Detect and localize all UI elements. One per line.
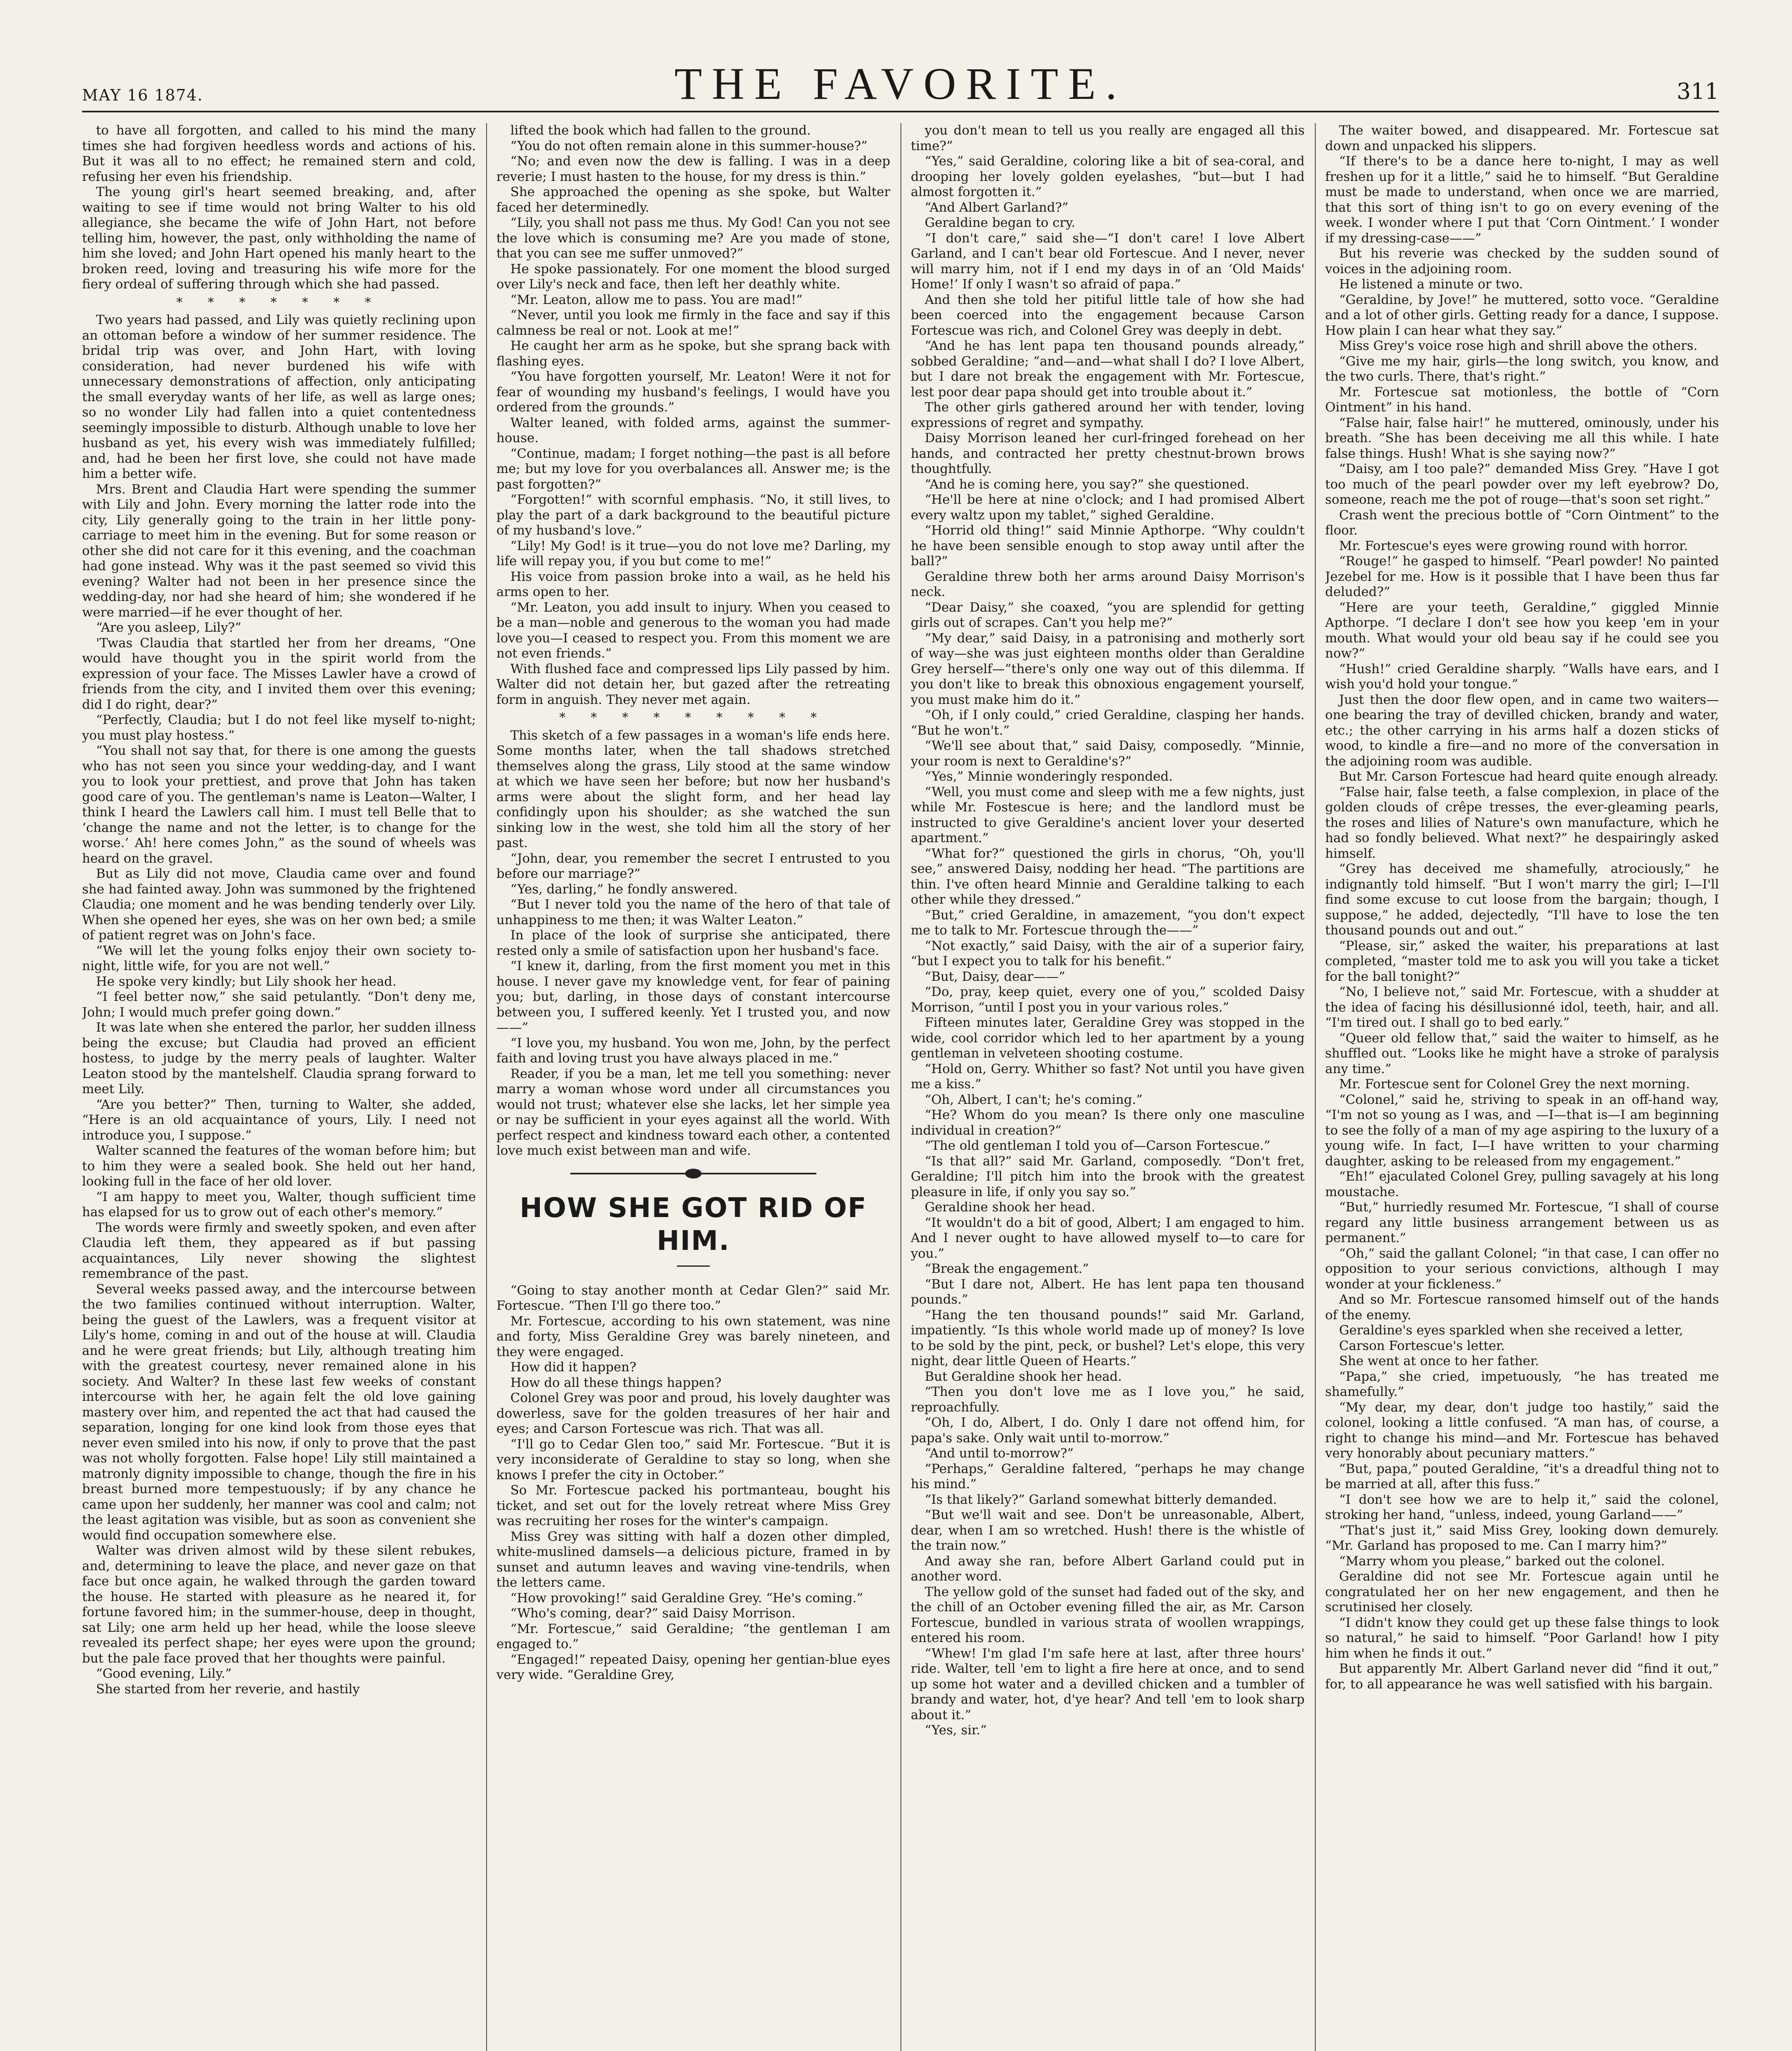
paragraph: “Perfectly, Claudia; but I do not feel like myself to-night; you must play hostess.” (82, 713, 476, 743)
section-break-stars: * * * * * * * * * (559, 710, 827, 725)
paragraph: “If there's to be a dance here to-night, I may as well freshen up for it a little,” said he to himself. “But Geraldine must be made to understand, when once we are married, that this sort of thing isn't to go on every evening of the week. I wonder where I put that ‘Corn Ointment.’ I wonder if my dressing-case——” (1325, 154, 1719, 246)
paragraph: Geraldine threw both her arms around Daisy Morrison's neck. (911, 569, 1305, 599)
masthead (82, 59, 1719, 112)
paragraph: “I love you, my husband. You won me, John, by the perfect faith and loving trust you have always placed in me.” (496, 1035, 890, 1066)
paragraph: “Is that all?” said Mr. Garland, composedly. “Don't fret, Geraldine; I'll pitch him into the brook with the greatest pleasure in life, if only you say so.” (911, 1153, 1305, 1199)
column-1 (82, 123, 476, 2051)
paragraph: “Oh, Albert, I can't; he's coming.” (925, 1092, 1143, 1107)
paragraph: “Never, until you look me firmly in the face and say if this calmness be real or not. Look at me!” (496, 308, 890, 338)
paragraph: Walter leaned, with folded arms, against the summer-house. (496, 415, 890, 445)
paragraph: “But,” cried Geraldine, in amazement, “you don't expect me to talk to Mr. Fortescue through the——” (911, 907, 1305, 938)
paragraph: “Oh, I do, Albert, I do. Only I dare not offend him, for papa's sake. Only wait until to-morrow.” (911, 1415, 1305, 1446)
paragraph: The other girls gathered around her with tender, loving expressions of regret and sympathy. (911, 400, 1305, 430)
paragraph: “But,” hurriedly resumed Mr. Fortescue, “I shall of course regard any little business arrangement between us as permanent.” (1325, 1200, 1719, 1245)
paragraph: “Colonel,” said he, striving to speak in an off-hand way, “I'm not so young as I was, and —I—that is—I am beginning to see the folly of a man of my age aspiring to the luxury of a young wife. In fact, I—I have written to your charming daughter, asking to be released from my engagement.” (1325, 1092, 1719, 1169)
paragraph: “Dear Daisy,” she coaxed, “you are splendid for getting girls out of scrapes. Can't you help me?” (911, 600, 1305, 630)
paragraph: “Papa,” she cried, impetuously, “he has treated me shamefully.” (1325, 1369, 1719, 1399)
paragraph: “He'll be here at nine o'clock; and I had promised Albert every waltz upon my tablet,” sighed Geraldine. (911, 492, 1305, 523)
paragraph: “Are you better?” Then, turning to Walter, she added, “Here is an old acquaintance of yours, Lily. I need not introduce you, I suppose.” (82, 1097, 476, 1143)
paragraph: She approached the opening as she spoke, but Walter faced her determinedly. (496, 185, 890, 215)
article-columns (82, 123, 1719, 2051)
paragraph: “Here are your teeth, Geraldine,” giggled Minnie Apthorpe. “I declare I don't see how you keep 'em in your mouth. What would your old beau say if he could see you now?” (1325, 600, 1719, 661)
column-2 (496, 123, 890, 2051)
paragraph: She went at once to her father. (1339, 1354, 1539, 1368)
paragraph: Crash went the precious bottle of “Corn Ointment” to the floor. (1325, 507, 1719, 538)
column-rule (1315, 123, 1316, 2051)
paragraph: Mrs. Brent and Claudia Hart were spending the summer with Lily and John. Every morning the latter rode into the city, Lily generally going to the train in her little pony-carriage to meet him in the evening. But for some reason or other she did not care for it this evening, and the coachman had gone instead. Why was it the past seemed so vivid this evening? Walter had not been in her presence since the wedding-day, nor had she heard of him; she wondered if he were married—if he ever thought of her. (82, 482, 476, 620)
paragraph: “But we'll wait and see. Don't be unreasonable, Albert, dear, when I am so wretched. Hush! there is the whistle of the train now.” (911, 1507, 1305, 1553)
paragraph: “Daisy, am I too pale?” demanded Miss Grey. “Have I got too much of the pearl powder over my left eyebrow? Do, someone, reach me the pot of rouge—that's soon set right.” (1325, 461, 1719, 507)
paragraph: “Grey has deceived me shamefully, atrociously,” he indignantly told himself. “But I won't marry the girl; I—I'll find some excuse to cut loose from the bargain; though, I suppose,” he added, dejectedly, “I'll have to lose the ten thousand pounds out and out.” (1325, 861, 1719, 938)
paragraph: “Lily, you shall not pass me thus. My God! Can you not see the love which is consuming me? Are you made of stone, that you can see me suffer unmoved?” (496, 215, 890, 261)
paragraph: “I don't care,” said she—“I don't care! I love Albert Garland, and I can't bear old Fortescue. And I never, never will marry him, not if I end my days in of an ‘Old Maids' Home!’ If only I wasn't so afraid of papa.” (911, 231, 1305, 292)
column-4 (1325, 123, 1719, 2051)
paragraph: “Mr. Fortescue,” said Geraldine; “the gentleman I am engaged to.” (496, 1621, 890, 1651)
paragraph: But Geraldine shook her head. (925, 1369, 1122, 1384)
paragraph: “We will let the young folks enjoy their own society to-night, little wife, for you are not well.” (82, 943, 476, 973)
paragraph: Mr. Fortescue sat motionless, the bottle of “Corn Ointment” in his hand. (1325, 384, 1719, 415)
paragraph: It was late when she entered the parlor, her sudden illness being the excuse; but Claudia had proved an efficient hostess, to judge by the merry peals of laughter. Walter Leaton stood by the mantelshelf. Claudia sprang forward to meet Lily. (82, 1020, 476, 1096)
section-break-stars: * * * * * * * (176, 295, 382, 310)
paragraph: She started from her reverie, and hastily (96, 1681, 360, 1697)
paragraph: And then she told her pitiful little tale of how she had been coerced into the engagement because Carson Fortescue was rich, and Colonel Grey was deeply in debt. (911, 292, 1305, 338)
paragraph: “You have forgotten yourself, Mr. Leaton! Were it not for fear of wounding my husband's feelings, I would have you ordered from the grounds.” (496, 369, 890, 415)
paragraph: But Mr. Carson Fortescue had heard quite enough already. (1339, 769, 1719, 784)
paragraph: Geraldine shook her head. (925, 1200, 1095, 1215)
paragraph: “No, I believe not,” said Mr. Fortescue, with a shudder at the idea of facing his désillusionné idol, teeth, hair, and all. “I'm tired out. I shall go to bed early.” (1325, 984, 1719, 1030)
paragraph: “The old gentleman I told you of—Carson Fortescue.” (925, 1138, 1271, 1153)
paragraph: “I knew it, darling, from the first moment you met in this house. I never gave my knowledge vent, for fear of paining you; but, darling, in those days of constant intercourse between you, I suffered keenly. Yet I trusted you, and now——” (496, 959, 890, 1035)
paragraph: to have all forgotten, and called to his mind the many times she had forgiven heedless words and actions of his. But it was all to no effect; he remained stern and cold, refusing her even his friendship. (82, 123, 476, 184)
paragraph: How do all these things happen? (510, 1375, 722, 1390)
paragraph: “Do, pray, keep quiet, every one of you,” scolded Daisy Morrison, “until I post you in your various roles.” (911, 984, 1305, 1015)
column-rule (486, 123, 487, 2051)
paragraph: “But, papa,” pouted Geraldine, “it's a dreadful thing not to be married at all, after this fuss.” (1325, 1461, 1719, 1491)
paragraph: Miss Grey was sitting with half a dozen other dimpled, white-muslined damsels—a delicious picture, framed in by sunset and autumn leaves and waving vine-tendrils, when the letters came. (496, 1529, 890, 1590)
paragraph: But as Lily did not move, Claudia came over and found she had fainted away. John was summoned by the frightened Claudia; one moment and he was bending tenderly over Lily. When she opened her eyes, she was on her own bed; a smile of patient regret was on John's face. (82, 866, 476, 943)
paragraph: “He? Whom do you mean? Is there only one masculine individual in creation?” (911, 1108, 1305, 1138)
paragraph: “Horrid old thing!” said Minnie Apthorpe. “Why couldn't he have been sensible enough to stop away until after the ball?” (911, 523, 1305, 569)
paragraph: “My dear, my dear, don't judge too hastily,” said the colonel, looking a little confused. “A man has, of course, a right to change his mind—and Mr. Fortescue has behaved very honorably about pecuniary matters.” (1325, 1400, 1719, 1461)
paragraph: “Rouge!” he gasped to himself. “Pearl powder! No painted Jezebel for me. How is it possible that I have been thus far deluded?” (1325, 554, 1719, 599)
paragraph: “And he is coming here, you say?” she questioned. (925, 477, 1250, 492)
paragraph: lifted the book which had fallen to the ground. (510, 123, 811, 138)
paragraph: Mr. Fortescue sent for Colonel Grey the next morning. (1339, 1077, 1690, 1092)
paragraph: And away she ran, before Albert Garland could put in another word. (911, 1553, 1305, 1584)
paragraph: With flushed face and compressed lips Lily passed by him. Walter did not detain her, but gazed after the retreating form in anguish. They never met again. (496, 661, 890, 707)
paragraph: “It wouldn't do a bit of good, Albert; I am engaged to him. And I never ought to have allowed myself to—to care for you.” (911, 1215, 1305, 1261)
paragraph: “Perhaps,” Geraldine faltered, “perhaps he may change his mind.” (911, 1461, 1305, 1491)
paragraph: “Please, sir,” asked the waiter, his preparations at last completed, “master told me to ask you will you take a ticket for the ball tonight?” (1325, 938, 1719, 984)
paragraph: “False hair, false hair!” he muttered, ominously, under his breath. “She has been deceiving me all this while. I hate false things. Hush! What is she saying now?” (1325, 415, 1719, 461)
column-3 (911, 123, 1305, 2051)
story-headline: HOW SHE GOT RID OF HIM. (519, 1192, 867, 1256)
paragraph: But apparently Mr. Albert Garland never did “find it out,” for, to all appearance he was well satisfied with his bargain. (1325, 1661, 1719, 1692)
paragraph: “Hold on, Gerry. Whither so fast? Not until you have given me a kiss.” (911, 1061, 1305, 1092)
paragraph: “Yes, darling,” he fondly answered. (510, 882, 738, 897)
paragraph: “Yes,” said Geraldine, coloring like a bit of sea-coral, and drooping her lovely golden eyelashes, “but—but I had almost forgotten it.” (911, 154, 1305, 199)
paragraph: In place of the look of surprise she anticipated, there rested only a smile of satisfaction upon her husband's face. (496, 928, 890, 958)
issue-date: MAY 16 1874. (82, 86, 203, 104)
paragraph: “Forgotten!” with scornful emphasis. “No, it still lives, to play the part of a dark background to the beautiful picture of my husband's love.” (496, 492, 890, 538)
paragraph: Geraldine did not see Mr. Fortescue again until he congratulated her on her new engagement, and then he scrutinised her closely. (1325, 1569, 1719, 1615)
paragraph: “Yes, sir.” (925, 1723, 987, 1738)
paragraph: He spoke passionately. For one moment the blood surged over Lily's neck and face, then left her deathly white. (496, 261, 890, 292)
paragraph: Reader, if you be a man, let me tell you something: never marry a woman whose word under all circumstances you would not trust; whatever else she lacks, let her simple yea or nay be sufficient in your eyes against all the world. With perfect respect and kindness toward each other, a contented love much exist between man and wife. (496, 1066, 890, 1158)
page-number: 311 (1676, 78, 1719, 104)
paragraph: Several weeks passed away, and the intercourse between the two families continued without interruption. Walter, being the guest of the Lawlers, was a frequent visitor at Lily's home, coming in and out of the house at will. Claudia and he were great friends; but Lily, although treating him with the greatest courtesy, never remained alone in his society. And Walter? In these last few weeks of constant intercourse with her, he again felt the old love gaining mastery over him, and repented the act that had caused the separation, longing for one kind look from those eyes that never even smiled into his now, if only to prove that the past was not wholly forgotten. False hope! Lily still maintained a matronly dignity impossible to change, though the fire in his breast burned more tempestuously; if by any chance he came upon her suddenly, her manner was cool and calm; not the least agitation was visible, but as soon as convenient she would find occupation somewhere else. (82, 1281, 476, 1543)
paragraph: This sketch of a few passages in a woman's life ends here. Some months later, when the tall shadows stretched themselves along the grass, Lily stood at the same window at which we have seen her before; but now her husband's arms were about the slight form, and her head lay confidingly upon his shoulder; as she watched the sun sinking low in the west, she told him all the story of her past. (496, 728, 890, 850)
paragraph: “Are you asleep, Lily?” (96, 620, 242, 635)
newspaper-page (82, 59, 1719, 2051)
paragraph: Miss Grey's voice rose high and shrill above the others. (1339, 338, 1698, 353)
paragraph: “My dear,” said Daisy, in a patronising and motherly sort of way—she was just eighteen months older than Geraldine Grey herself—“there's only one way out of this dilemma. If you don't like to break this obnoxious engagement yourself, you must make him do it.” (911, 630, 1305, 707)
paragraph: But his reverie was checked by the sudden sound of voices in the adjoining room. (1325, 246, 1719, 276)
paragraph: “Queer old fellow that,” said the waiter to himself, as he shuffled out. “Looks like he might have a stroke of paralysis any time.” (1325, 1030, 1719, 1076)
paragraph: Carson Fortescue's letter. (1339, 1338, 1505, 1353)
paragraph: “Who's coming, dear?” said Daisy Morrison. (510, 1606, 796, 1621)
paragraph: He caught her arm as he spoke, but she sprang back with flashing eyes. (496, 338, 890, 369)
paragraph: Two years had passed, and Lily was quietly reclining upon an ottoman before a window of her summer residence. The bridal trip was over, and John Hart, with loving consideration, had never burdened his wife with unnecessary demonstrations of affection, only anticipating the small everyday wants of her life, as well as large ones; so no wonder Lily had fallen into a quiet contentedness seemingly impossible to disturb. Although unable to love her husband as yet, his every wish was immediately fulfilled; and, had he been her first love, she could not have made him a better wife. (82, 313, 476, 481)
paragraph: “Oh,” said the gallant Colonel; “in that case, I can offer no opposition to your serious convictions, although I may wonder at your fickleness.” (1325, 1246, 1719, 1292)
paragraph: “And Albert Garland?” (925, 200, 1069, 215)
paragraph: “Mr. Leaton, allow me to pass. You are mad!” (510, 292, 803, 307)
paragraph: “False hair, false teeth, a false complexion, in place of the golden clouds of crêpe tresses, the ever-gleaming pearls, the roses and lilies of Nature's own manufacture, which he had so fondly believed. What next?” he despairingly asked himself. (1325, 784, 1719, 861)
paragraph: “Not exactly,” said Daisy, with the air of a superior fairy, “but I expect you to talk for his benefit.” (911, 938, 1305, 968)
paragraph: “Then you don't love me as I love you,” he said, reproachfully. (911, 1384, 1305, 1415)
paragraph: “And he has lent papa ten thousand pounds already,” sobbed Geraldine; “and—and—what shall I do? I love Albert, but I dare not break the engagement with Mr. Fortescue, lest poor dear papa should get into trouble about it.” (911, 338, 1305, 400)
paragraph: Mr. Fortescue, according to his own statement, was nine and forty, Miss Geraldine Grey was barely nineteen, and they were engaged. (496, 1313, 890, 1359)
paragraph: “And until to-morrow?” (925, 1446, 1074, 1461)
paragraph: “Geraldine, by Jove!” he muttered, sotto voce. “Geraldine and a lot of other girls. Getting ready for a dance, I suppose. How plain I can hear what they say.” (1325, 292, 1719, 338)
paragraph: “You shall not say that, for there is one among the guests who has not seen you since your wedding-day, and I want you to look your prettiest, and prove that John has taken good care of you. The gentleman's name is Leaton—Walter, I think I heard the Lawlers call him. I must tell Belle that to ‘change the name and not the letter, is to change for the worse.’ Ah! here comes John,” as the sound of wheels was heard on the gravel. (82, 743, 476, 866)
paragraph: “You do not often remain alone in this summer-house?” (510, 138, 868, 153)
paragraph: “Break the engagement.” (925, 1261, 1089, 1276)
paragraph: And so Mr. Fortescue ransomed himself out of the hands of the enemy. (1325, 1292, 1719, 1322)
paragraph: Geraldine's eyes sparkled when she received a letter, (1339, 1323, 1683, 1338)
paragraph: “Eh!” ejaculated Colonel Grey, pulling savagely at his long moustache. (1325, 1169, 1719, 1199)
paragraph: “Oh, if I only could,” cried Geraldine, clasping her hands. “But he won't.” (911, 708, 1305, 738)
paragraph: Mr. Fortescue's eyes were growing round with horror. (1339, 538, 1688, 553)
paragraph: “What for?” questioned the girls in chorus, “Oh, you'll see,” answered Daisy, nodding her head. “The partitions are thin. I've often heard Minnie and Geraldine talking to each other while they dressed.” (911, 846, 1305, 907)
story-divider (496, 1159, 890, 1188)
paragraph: The yellow gold of the sunset had faded out of the sky, and the chill of an October evening filled the air, as Mr. Carson Fortescue, bundled in various strata of woollen wrappings, entered his room. (911, 1584, 1305, 1645)
paragraph: “Lily! My God! is it true—you do not love me? Darling, my life will repay you, if you but come to me!” (496, 538, 890, 569)
paragraph: “Marry whom you please,” barked out the colonel. (1339, 1553, 1665, 1569)
paragraph: “I am happy to meet you, Walter, though sufficient time has elapsed for us to grow out of each other's memory.” (82, 1189, 476, 1220)
paragraph: How did it happen? (510, 1360, 636, 1375)
paragraph: “Is that likely?” Garland somewhat bitterly demanded. (925, 1492, 1277, 1507)
paragraph: “Mr. Leaton, you add insult to injury. When you ceased to be a man—noble and generous to the woman you had made love you—I ceased to respect you. From this moment we are not even friends.” (496, 600, 890, 661)
paragraph: Walter scanned the features of the woman before him; but to him they were a sealed book. She held out her hand, looking full in the face of her old lover. (82, 1143, 476, 1189)
paragraph: The words were firmly and sweetly spoken, and even after Claudia left them, they appeared as if but passing acquaintances, Lily never showing the slightest remembrance of the past. (82, 1220, 476, 1281)
paragraph: “Whew! I'm glad I'm safe here at last, after three hours' ride. Walter, tell 'em to light a fire here at once, and to send up some hot water and a devilled chicken and a tumbler of brandy and water, hot, d'ye hear? And tell 'em to look sharp about it.” (911, 1646, 1305, 1722)
paragraph: “Continue, madam; I forget nothing—the past is all before me; but my love for you overbalances all. Answer me; is the past forgotten?” (496, 446, 890, 492)
paragraph: “Well, you must come and sleep with me a few nights, just while Mr. Fostescue is here; and the landlord must be instructed to give Geraldine's ancient lover your deserted apartment.” (911, 784, 1305, 845)
paragraph: The waiter bowed, and disappeared. Mr. Fortescue sat down and unpacked his slippers. (1325, 123, 1719, 153)
paragraph: “I don't see how we are to help it,” said the colonel, stroking her hand, “unless, indeed, young Garland——” (1325, 1492, 1719, 1522)
paragraph: “But I dare not, Albert. He has lent papa ten thousand pounds.” (911, 1277, 1305, 1307)
paragraph: “But I never told you the name of the hero of that tale of unhappiness to me then; it was Walter Leaton.” (496, 897, 890, 927)
paragraph: He spoke very kindly; but Lily shook her head. (96, 974, 397, 989)
paragraph: The young girl's heart seemed breaking, and, after waiting to see if time would not bring Walter to his old allegiance, she became the wife of John Hart, not before telling him, however, the past, only withholding the name of him she loved; and John Hart opened his manly heart to the broken reed, loving and treasuring his wife more for the fiery ordeal of suffering through which she had passed. (82, 185, 476, 292)
paragraph: His voice from passion broke into a wail, as he held his arms open to her. (496, 569, 890, 599)
paragraph: “Hush!” cried Geraldine sharply. “Walls have ears, and I wish you'd hold your tongue.” (1325, 661, 1719, 692)
paragraph: “I'll go to Cedar Glen too,” said Mr. Fortescue. “But it is very inconsiderate of Geraldine to stay so long, when she knows I prefer the city in October.” (496, 1437, 890, 1482)
paragraph: 'Twas Claudia that startled her from her dreams, “One would have thought you in the spirit world from the expression of your face. The Misses Lawler have a crowd of friends from the city, and I invited them over this evening; did I do right, dear?” (82, 635, 476, 712)
paragraph: “I didn't know they could get up these false things to look so natural,” he said to himself. “Poor Garland! how I pity him when he finds it out.” (1325, 1615, 1719, 1661)
paragraph: Walter was driven almost wild by these silent rebukes, and, determining to leave the place, and never gaze on that face but once again, he walked through the garden toward the house. He started with pleasure as he neared it, for fortune favored him; in the summer-house, deep in thought, sat Lily; one arm held up her head, while the loose sleeve revealed its perfect shape; her eyes were upon the ground; but the pale face proved that her thoughts were painful. (82, 1543, 476, 1666)
paragraph: Colonel Grey was poor and proud, his lovely daughter was dowerless, save for the golden treasures of her hair and eyes; and Carson Fortescue was rich. That was all. (496, 1391, 890, 1436)
paragraph: “Hang the ten thousand pounds!” said Mr. Garland, impatiently. “Is this whole world made up of money? Is love to be sold by the pint, peck, or bushel? Let's elope, this very night, dear little Queen of Hearts.” (911, 1307, 1305, 1368)
paragraph: Daisy Morrison leaned her curl-fringed forehead on her hands, and contracted her pretty chestnut-brown brows thoughtfully. (911, 431, 1305, 476)
headline-rule (677, 1265, 710, 1267)
paragraph: “Going to stay another month at Cedar Glen?” said Mr. Fortescue. “Then I'll go there too.” (496, 1283, 890, 1313)
publication-title: THE FAVORITE. (674, 59, 1127, 109)
paragraph: “Give me my hair, girls—the long switch, you know, and the two curls. There, that's right.” (1325, 354, 1719, 384)
paragraph: “But, Daisy, dear——” (925, 969, 1065, 984)
paragraph: Just then the door flew open, and in came two waiters—one bearing the tray of devilled chicken, brandy and water, etc.; the other carrying in his arms half a dozen sticks of wood, to kindle a fire—and no more of the conversation in the adjoining room was audible. (1325, 692, 1719, 769)
paragraph: He listened a minute or two. (1339, 277, 1523, 292)
paragraph: “Yes,” Minnie wonderingly responded. (925, 769, 1173, 784)
paragraph: “We'll see about that,” said Daisy, composedly. “Minnie, your room is next to Geraldine's?” (911, 738, 1305, 769)
paragraph: you don't mean to tell us you really are engaged all this time?” (911, 123, 1305, 153)
paragraph: “I feel better now,” she said petulantly. “Don't deny me, John; I would much prefer going down.” (82, 989, 476, 1020)
paragraph: “John, dear, you remember the secret I entrusted to you before our marriage?” (496, 851, 890, 881)
paragraph: “How provoking!” said Geraldine Grey. “He's coming.” (510, 1590, 863, 1606)
paragraph: “Engaged!” repeated Daisy, opening her gentian-blue eyes very wide. “Geraldine Grey, (496, 1652, 890, 1682)
paragraph: So Mr. Fortescue packed his portmanteau, bought his ticket, and set out for the lovely retreat where Miss Grey was recruiting her roses for the winter's campaign. (496, 1483, 890, 1528)
paragraph: “That's just it,” said Miss Grey, looking down demurely. “Mr. Garland has proposed to me. Can I marry him?” (1325, 1523, 1719, 1553)
paragraph: “Good evening, Lily.” (96, 1666, 232, 1681)
paragraph: Geraldine began to cry. (925, 215, 1075, 230)
paragraph: Fifteen minutes later, Geraldine Grey was stopped in the wide, cool corridor which led to her apartment by a young gentleman in velveteen shooting costume. (911, 1015, 1305, 1061)
paragraph: “No; and even now the dew is falling. I was in a deep reverie; I must hasten to the house, for my dress is thin.” (496, 154, 890, 184)
